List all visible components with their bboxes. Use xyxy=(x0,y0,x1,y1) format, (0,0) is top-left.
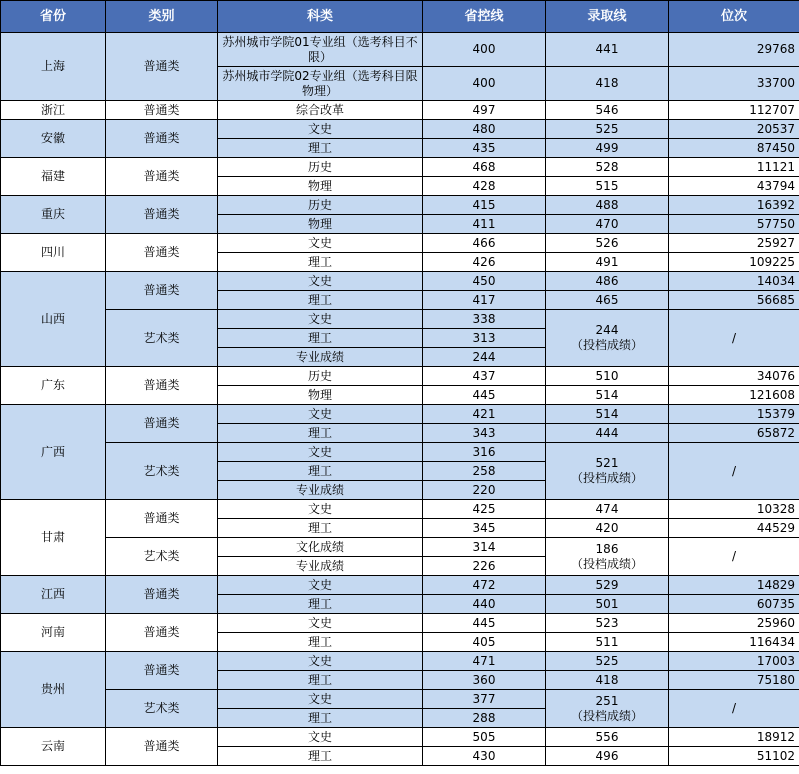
subject-cell: 文史 xyxy=(218,405,423,424)
rank-cell: 20537 xyxy=(669,120,799,139)
table-row xyxy=(1,405,799,424)
rank-cell: 25927 xyxy=(669,234,799,253)
province-cell: 四川 xyxy=(1,234,106,272)
control-line-cell: 360 xyxy=(423,671,546,690)
admission-line-cell: 488 xyxy=(546,196,669,215)
control-line-cell: 428 xyxy=(423,177,546,196)
rank-cell: 17003 xyxy=(669,652,799,671)
subject-cell: 文史 xyxy=(218,500,423,519)
control-line-cell: 435 xyxy=(423,139,546,158)
category-cell: 普通类 xyxy=(106,500,218,538)
province-cell: 甘肃 xyxy=(1,500,106,576)
province-cell: 安徽 xyxy=(1,120,106,158)
header-province: 省份 xyxy=(1,1,106,33)
province-cell: 云南 xyxy=(1,728,106,766)
admission-line-cell: 510 xyxy=(546,367,669,386)
control-line-cell: 226 xyxy=(423,557,546,576)
rank-cell: 87450 xyxy=(669,139,799,158)
category-cell: 普通类 xyxy=(106,120,218,158)
control-line-cell: 316 xyxy=(423,443,546,462)
subject-cell: 理工 xyxy=(218,139,423,158)
rank-cell: 29768 xyxy=(669,33,799,67)
rank-cell: 16392 xyxy=(669,196,799,215)
subject-cell: 苏州城市学院02专业组（选考科目限物理） xyxy=(218,67,423,101)
rank-cell: 15379 xyxy=(669,405,799,424)
rank-cell: 34076 xyxy=(669,367,799,386)
rank-cell: 75180 xyxy=(669,671,799,690)
control-line-cell: 400 xyxy=(423,33,546,67)
category-cell: 普通类 xyxy=(106,196,218,234)
rank-cell: 14034 xyxy=(669,272,799,291)
subject-cell: 物理 xyxy=(218,215,423,234)
category-cell: 艺术类 xyxy=(106,690,218,728)
rank-cell: / xyxy=(669,690,799,728)
province-cell: 江西 xyxy=(1,576,106,614)
subject-cell: 理工 xyxy=(218,595,423,614)
admission-line-cell: 528 xyxy=(546,158,669,177)
table-row xyxy=(1,443,799,462)
province-cell: 河南 xyxy=(1,614,106,652)
control-line-cell: 437 xyxy=(423,367,546,386)
control-line-cell: 345 xyxy=(423,519,546,538)
rank-cell: 51102 xyxy=(669,747,799,766)
control-line-cell: 314 xyxy=(423,538,546,557)
control-line-cell: 468 xyxy=(423,158,546,177)
rank-cell: 116434 xyxy=(669,633,799,652)
admission-line-cell: 470 xyxy=(546,215,669,234)
subject-cell: 历史 xyxy=(218,158,423,177)
province-cell: 贵州 xyxy=(1,652,106,728)
subject-cell: 专业成绩 xyxy=(218,348,423,367)
admission-line-cell: 420 xyxy=(546,519,669,538)
rank-cell: / xyxy=(669,538,799,576)
rank-cell: 121608 xyxy=(669,386,799,405)
subject-cell: 理工 xyxy=(218,253,423,272)
subject-cell: 文史 xyxy=(218,443,423,462)
header-control-line: 省控线 xyxy=(423,1,546,33)
admission-line-cell: 525 xyxy=(546,652,669,671)
control-line-cell: 440 xyxy=(423,595,546,614)
province-cell: 上海 xyxy=(1,33,106,101)
subject-cell: 文史 xyxy=(218,576,423,595)
category-cell: 普通类 xyxy=(106,33,218,101)
header-row xyxy=(1,1,799,33)
rank-cell: 44529 xyxy=(669,519,799,538)
rank-cell: 56685 xyxy=(669,291,799,310)
category-cell: 艺术类 xyxy=(106,538,218,576)
category-cell: 艺术类 xyxy=(106,310,218,367)
subject-cell: 文史 xyxy=(218,614,423,633)
admission-line-cell: 556 xyxy=(546,728,669,747)
category-cell: 艺术类 xyxy=(106,443,218,500)
admission-line-cell: 418 xyxy=(546,67,669,101)
admission-line-cell: 486 xyxy=(546,272,669,291)
table-row xyxy=(1,101,799,120)
control-line-cell: 445 xyxy=(423,614,546,633)
admission-line-cell: 523 xyxy=(546,614,669,633)
control-line-cell: 480 xyxy=(423,120,546,139)
category-cell: 普通类 xyxy=(106,405,218,443)
control-line-cell: 421 xyxy=(423,405,546,424)
admission-line-cell: 444 xyxy=(546,424,669,443)
rank-cell: 14829 xyxy=(669,576,799,595)
control-line-cell: 258 xyxy=(423,462,546,481)
control-line-cell: 244 xyxy=(423,348,546,367)
admission-line-cell: 244 （投档成绩） xyxy=(546,310,669,367)
subject-cell: 文史 xyxy=(218,652,423,671)
table-row xyxy=(1,690,799,709)
table-row xyxy=(1,120,799,139)
category-cell: 普通类 xyxy=(106,158,218,196)
control-line-cell: 411 xyxy=(423,215,546,234)
subject-cell: 文史 xyxy=(218,234,423,253)
subject-cell: 理工 xyxy=(218,747,423,766)
subject-cell: 物理 xyxy=(218,177,423,196)
rank-cell: 57750 xyxy=(669,215,799,234)
province-cell: 福建 xyxy=(1,158,106,196)
subject-cell: 文化成绩 xyxy=(218,538,423,557)
category-cell: 普通类 xyxy=(106,101,218,120)
control-line-cell: 343 xyxy=(423,424,546,443)
rank-cell: 25960 xyxy=(669,614,799,633)
table-row xyxy=(1,500,799,519)
rank-cell: 18912 xyxy=(669,728,799,747)
table-row xyxy=(1,158,799,177)
table-row xyxy=(1,196,799,215)
admission-line-cell: 491 xyxy=(546,253,669,272)
header-category: 类别 xyxy=(106,1,218,33)
table-row xyxy=(1,272,799,291)
admission-line-cell: 546 xyxy=(546,101,669,120)
admission-line-cell: 514 xyxy=(546,386,669,405)
admission-line-cell: 514 xyxy=(546,405,669,424)
rank-cell: 10328 xyxy=(669,500,799,519)
rank-cell: / xyxy=(669,443,799,500)
rank-cell: 65872 xyxy=(669,424,799,443)
control-line-cell: 288 xyxy=(423,709,546,728)
control-line-cell: 450 xyxy=(423,272,546,291)
admission-line-cell: 529 xyxy=(546,576,669,595)
admission-line-cell: 465 xyxy=(546,291,669,310)
subject-cell: 理工 xyxy=(218,329,423,348)
rank-cell: 60735 xyxy=(669,595,799,614)
table-row xyxy=(1,728,799,747)
rank-cell: 112707 xyxy=(669,101,799,120)
province-cell: 广东 xyxy=(1,367,106,405)
category-cell: 普通类 xyxy=(106,728,218,766)
table-row xyxy=(1,576,799,595)
subject-cell: 专业成绩 xyxy=(218,481,423,500)
admission-line-cell: 499 xyxy=(546,139,669,158)
subject-cell: 理工 xyxy=(218,519,423,538)
subject-cell: 文史 xyxy=(218,120,423,139)
subject-cell: 物理 xyxy=(218,386,423,405)
category-cell: 普通类 xyxy=(106,652,218,690)
rank-cell: 33700 xyxy=(669,67,799,101)
subject-cell: 理工 xyxy=(218,633,423,652)
control-line-cell: 415 xyxy=(423,196,546,215)
header-subject: 科类 xyxy=(218,1,423,33)
admission-line-cell: 525 xyxy=(546,120,669,139)
control-line-cell: 405 xyxy=(423,633,546,652)
subject-cell: 理工 xyxy=(218,709,423,728)
control-line-cell: 445 xyxy=(423,386,546,405)
subject-cell: 文史 xyxy=(218,690,423,709)
category-cell: 普通类 xyxy=(106,272,218,310)
control-line-cell: 417 xyxy=(423,291,546,310)
admission-line-cell: 441 xyxy=(546,33,669,67)
admission-line-cell: 521 （投档成绩） xyxy=(546,443,669,500)
rank-cell: 43794 xyxy=(669,177,799,196)
control-line-cell: 400 xyxy=(423,67,546,101)
table-row xyxy=(1,538,799,557)
table-row xyxy=(1,33,799,67)
category-cell: 普通类 xyxy=(106,367,218,405)
control-line-cell: 338 xyxy=(423,310,546,329)
province-cell: 山西 xyxy=(1,272,106,367)
control-line-cell: 220 xyxy=(423,481,546,500)
category-cell: 普通类 xyxy=(106,234,218,272)
control-line-cell: 497 xyxy=(423,101,546,120)
admission-line-cell: 501 xyxy=(546,595,669,614)
admission-line-cell: 515 xyxy=(546,177,669,196)
admission-line-cell: 474 xyxy=(546,500,669,519)
control-line-cell: 313 xyxy=(423,329,546,348)
control-line-cell: 472 xyxy=(423,576,546,595)
rank-cell: / xyxy=(669,310,799,367)
subject-cell: 历史 xyxy=(218,196,423,215)
rank-cell: 11121 xyxy=(669,158,799,177)
subject-cell: 理工 xyxy=(218,462,423,481)
table-row xyxy=(1,614,799,633)
table-row xyxy=(1,234,799,253)
control-line-cell: 466 xyxy=(423,234,546,253)
category-cell: 普通类 xyxy=(106,576,218,614)
admission-line-cell: 186 （投档成绩） xyxy=(546,538,669,576)
category-cell: 普通类 xyxy=(106,614,218,652)
table-row xyxy=(1,367,799,386)
admission-line-cell: 496 xyxy=(546,747,669,766)
subject-cell: 文史 xyxy=(218,272,423,291)
control-line-cell: 377 xyxy=(423,690,546,709)
subject-cell: 文史 xyxy=(218,310,423,329)
admission-line-cell: 511 xyxy=(546,633,669,652)
table-row xyxy=(1,310,799,329)
header-admission-line: 录取线 xyxy=(546,1,669,33)
subject-cell: 理工 xyxy=(218,291,423,310)
subject-cell: 理工 xyxy=(218,671,423,690)
province-cell: 重庆 xyxy=(1,196,106,234)
admission-line-cell: 251 （投档成绩） xyxy=(546,690,669,728)
subject-cell: 苏州城市学院01专业组（选考科目不限） xyxy=(218,33,423,67)
header-rank: 位次 xyxy=(669,1,799,33)
control-line-cell: 426 xyxy=(423,253,546,272)
table-row xyxy=(1,652,799,671)
control-line-cell: 425 xyxy=(423,500,546,519)
rank-cell: 109225 xyxy=(669,253,799,272)
admission-line-cell: 526 xyxy=(546,234,669,253)
admission-line-cell: 418 xyxy=(546,671,669,690)
province-cell: 浙江 xyxy=(1,101,106,120)
control-line-cell: 471 xyxy=(423,652,546,671)
subject-cell: 综合改革 xyxy=(218,101,423,120)
subject-cell: 理工 xyxy=(218,424,423,443)
province-cell: 广西 xyxy=(1,405,106,500)
control-line-cell: 505 xyxy=(423,728,546,747)
subject-cell: 历史 xyxy=(218,367,423,386)
subject-cell: 文史 xyxy=(218,728,423,747)
control-line-cell: 430 xyxy=(423,747,546,766)
subject-cell: 专业成绩 xyxy=(218,557,423,576)
